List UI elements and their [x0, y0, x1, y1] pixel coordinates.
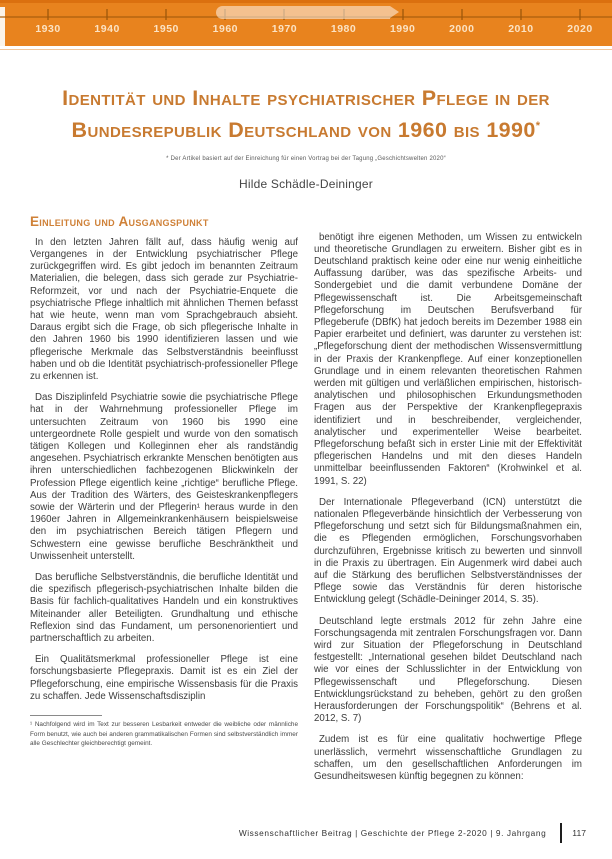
timeline-year-label: 2000: [449, 23, 475, 35]
timeline-year-2000: [442, 9, 482, 35]
timeline-tick: [106, 9, 108, 20]
article-title-text: Identität und Inhalte psychiatrischer Pflege in der Bundesrepublik Deutschland von 1960 bis 1990: [62, 86, 550, 143]
footnote-text: ¹ Nachfolgend wird im Text zur besseren Lesbarkeit entweder die weibliche oder männliche Form benutzt, wie auch bei anderen grammatikalischen Formen sind selbstverständlich immer alle Geschlechter gleichberechtigt gemeint.: [30, 721, 298, 748]
paragraph: Ein Qualitätsmerkmal professioneller Pflege ist eine forschungsbasierte Pflegepraxis. Damit ist es ein Ziel der Pflegeforschung, eine empirische Wissensbasis für die Praxis zu schaffen. Jede Wissenschaftsdisziplin: [30, 654, 298, 702]
title-footnote: * Der Artikel basiert auf der Einreichung für einen Vortrag bei der Tagung „Geschichtswelten 2020“: [166, 155, 446, 162]
timeline-year-label: 2020: [567, 23, 593, 35]
timeline-year-label: 1950: [153, 23, 179, 35]
timeline-tick: [165, 9, 167, 20]
article-header: [0, 46, 612, 191]
paragraph: Das berufliche Selbstverständnis, die berufliche Identität und die spezifisch pflegerisch-psychiatrischen Inhalte bilden die Basis für fachlich-qualitatives Handeln und ein konstruktives Miteinander aller Beteiligten. Grundhaltung und ethische Reflexion sind das Fundament, um personenorientiert und partnerschaftlich zu arbeiten.: [30, 571, 298, 644]
timeline-year-1950: [146, 9, 186, 35]
paragraph: Zudem ist es für eine qualitativ hochwertige Pflege unerlässlich, vermehrt wissenschaftliche Grundlagen zu schaffen, um den gesellschaftlichen Anforderungen im Gesundheitswesen künftig begegnen zu können:: [314, 734, 582, 783]
page-number: 117: [572, 828, 586, 838]
timeline-tick: [579, 9, 581, 20]
timeline-year-label: 1930: [35, 23, 61, 35]
timeline-year-label: 1970: [271, 23, 298, 35]
paragraph: Das Disziplinfeld Psychiatrie sowie die psychiatrische Pflege hat in der Wahrnehmung professioneller Pflege im untersuchten Zeitraum von 1960 bis 1990 eine untergeordnete Rolle gespielt und wurde von den somatisch tätigen Kollegen und Kolleginnen eher als randständig angesehen. Psychiatrisch erkrankte Menschen benötigten aus ihren unterschiedlichen fachbezogenen Blickwinkeln der Profession Pflege eigentlich keine „richtige“ berufliche Pflege. Aus der Tradition des Wärters, des Geisteskrankenpflegers sowie der Wärterin und der Pflegerin¹ heraus wurde in den 1960er Jahren in Allgemeinkrankenhäusern beispielsweise den im psychiatrischen Bereich tätigen Pflegern und Schwestern eine gewisse berufliche Beschränktheit und Unwissenheit unterstellt.: [30, 392, 298, 562]
timeline-left-edge: [0, 7, 5, 46]
footnote-block: [30, 715, 298, 749]
timeline-tick: [402, 9, 404, 20]
right-column: [314, 216, 582, 793]
footnote-divider: [30, 715, 102, 716]
left-column: [30, 213, 298, 793]
paragraph: benötigt ihre eigenen Methoden, um Wissen zu entwickeln und theoretische Grundlagen zu erweitern. Bisher gibt es in Deutschland praktisch keine oder eine nur wenig einheitliche Auffassung darüber, was das spezifische Arbeits- und Sondergebiet und die damit verbundene Domäne der Pflegewissenschaft ist. Die Arbeitsgemeinschaft Pflegeforschung im Deutschen Berufsverband für Pflegeberufe (DBfK) hat jedoch bereits im Dezember 1988 ein Papier erarbeitet und definiert, was darunter zu verstehen ist: „Pflegeforschung dient der methodischen Wissensvermittlung in der Praxis der Krankenpflege. Auf einer konzeptionellen Grundlage und in einem relevanten theoretischen Rahmen werden mit gültigen und verläßlichen empirischen, historisch-analytischen und philosophischen Erkundungsmethoden Fragen aus der Perspektive der Krankenpflegepraxis identifiziert und in beschreibender, vergleichender, analytischer und experimenteller Weise bearbeitet. Pflegeforschung befaßt sich in erster Linie mit der Effektivität pflegerischen Handelns und mit den dieses Handeln unmittelbar beeinflussenden Faktoren“ (Krohwinkel et al. 1991, S. 22): [314, 231, 582, 487]
timeline-year-1930: [28, 9, 68, 35]
author-name: Hilde Schädle-Deininger: [238, 176, 373, 191]
timeline-tick: [461, 9, 463, 20]
timeline-band: [0, 0, 612, 46]
paragraph: Deutschland legte erstmals 2012 für zehn Jahre eine Forschungsagenda mit zentralen Forschungsfragen vor. Dann wird zur Situation der Pflegeforschung in Deutschland festgestellt: „International gesehen bildet Deutschland nach wie vor eines der Schlusslichter in der Entwicklung von Pflegewissenschaft und Pflegeforschung. Diesen Entwicklungsrückstand zu beheben, gehört zu den großen Herausforderungen der Forschungspolitik“ (Behrens et al. 2012, S. 7): [314, 615, 582, 725]
timeline-year-label: 1990: [389, 23, 416, 35]
footer-divider: [560, 823, 562, 843]
timeline-year-label: 1980: [330, 23, 357, 35]
section-heading: Einleitung und Ausgangspunkt: [30, 213, 209, 229]
timeline-highlight-arrow-1960-1990: [216, 6, 390, 19]
paragraph: In den letzten Jahren fällt auf, dass häufig wenig auf Vergangenes in der Entwicklung psychiatrischer Pflege zurückgegriffen wird. Es gibt jedoch im benannten Zeitraum Materialien, die belegen, dass sich gerade zur Psychiatrie-Reformzeit, vor und nach der Psychiatrie-Enquete die psychiatrische Pflege inhaltlich mit ähnlichen Themen befasst hat wie heute, wenn man vom Sprachgebrauch absieht. Daraus ergibt sich die Frage, ob sich pflegerische Inhalte in den Jahren 1960 bis 1990 identifizieren lassen und wie pflegerische Merkmale das Selbstverständnis beeinflusst haben und ob die Identität psychiatrisch-professioneller Pflege zu erkennen ist.: [30, 236, 298, 382]
timeline-year-2010: [501, 9, 541, 35]
timeline-year-1940: [87, 9, 127, 35]
timeline-year-label: 2010: [508, 23, 534, 35]
timeline-tick: [520, 9, 522, 20]
article-title: [24, 82, 589, 147]
article-body: [30, 213, 582, 793]
title-asterisk: *: [535, 120, 541, 133]
timeline-year-2020: [560, 9, 600, 35]
paragraph: Der Internationale Pflegeverband (ICN) unterstützt die nationalen Pflegeverbände hinsichtlich der Verbesserung von Pflegeforschung und setzt sich für Bildungsmaßnahmen ein, die es Pflegenden ermöglichen, Forschungsvorhaben durchzuführen, Ergebnisse kritisch zu bewerten und sinnvoll in die Praxis zu übertragen. Ein Augenmerk wird dabei auch auf die Stärkung des beruflichen Selbstverständnisses der Pflege sowie das Verständnis für deren historische Entwicklung gelegt (Schädle-Deininger 2014, S. 35).: [314, 496, 582, 606]
timeline-tick: [47, 9, 49, 20]
footer-journal-line: Wissenschaftlicher Beitrag | Geschichte der Pflege 2-2020 | 9. Jahrgang: [238, 828, 547, 838]
timeline-year-label: 1940: [94, 23, 120, 35]
timeline-year-label: 1960: [212, 23, 238, 35]
page-footer: [0, 823, 612, 843]
